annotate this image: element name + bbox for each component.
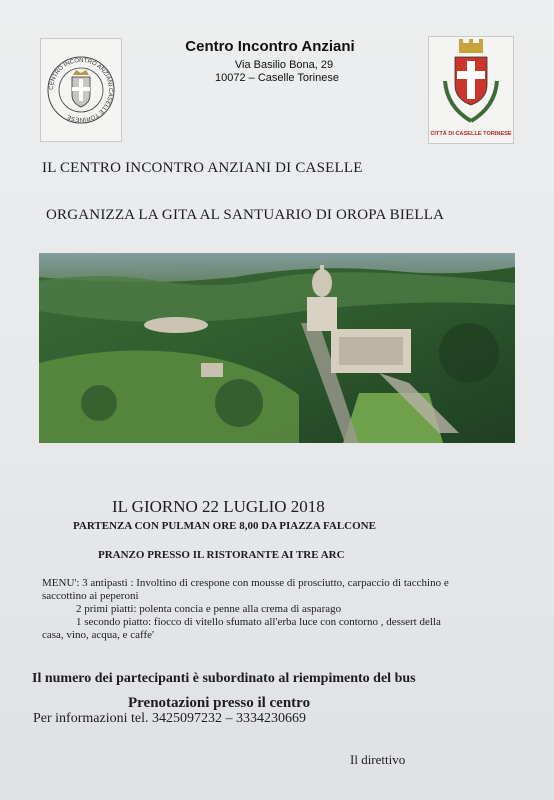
menu-line: MENU': 3 antipasti : Involtino di crespone con mousse di prosciutto, carpaccio di tacchino e: [42, 577, 449, 589]
organization-header: [140, 36, 400, 84]
menu-line: 2 primi piatti: polenta concia e penne alla crema di asparago: [76, 603, 342, 615]
booking-info: Prenotazioni presso il centro: [128, 695, 311, 711]
menu-line: casa, vino, acqua, e caffe': [42, 629, 155, 641]
sanctuary-aerial-image: [39, 253, 515, 443]
signature: Il direttivo: [350, 752, 406, 767]
contact-phones: Per informazioni tel. 3425097232 – 3334230669: [33, 711, 306, 726]
city-crest-caption: CITTÀ DI CASELLE TORINESE: [430, 131, 512, 137]
participants-notice: Il numero dei partecipanti è subordinato al riempimento del bus: [32, 671, 416, 686]
association-logo: [40, 38, 122, 142]
intro-line-1: IL CENTRO INCONTRO ANZIANI DI CASELLE: [42, 160, 363, 176]
menu-line: saccottino ai peperoni: [42, 590, 139, 602]
city-crest-icon: [429, 37, 513, 143]
organization-name: Centro Incontro Anziani: [185, 38, 355, 55]
city-crest: [428, 36, 514, 144]
intro-line-2: ORGANIZZA LA GITA AL SANTUARIO DI OROPA BIELLA: [46, 207, 445, 223]
menu-section: [42, 577, 520, 642]
sanctuary-photo: [39, 253, 515, 443]
departure-info: PARTENZA CON PULMAN ORE 8,00 DA PIAZZA FALCONE: [73, 520, 376, 532]
association-seal-icon: [41, 39, 121, 141]
logo-ring-text: CENTRO INCONTRO ANZIANI CASELLE TORINESE: [48, 57, 114, 123]
organization-street: Via Basilio Bona, 29: [234, 59, 334, 71]
event-date: IL GIORNO 22 LUGLIO 2018: [112, 497, 325, 516]
menu-line: 1 secondo piatto: fiocco di vitello sfumato all'erba luce con contorno , dessert della: [76, 616, 441, 628]
lunch-info: PRANZO PRESSO IL RISTORANTE AI TRE ARC: [98, 549, 345, 561]
organization-city: 10072 – Caselle Torinese: [215, 72, 339, 84]
